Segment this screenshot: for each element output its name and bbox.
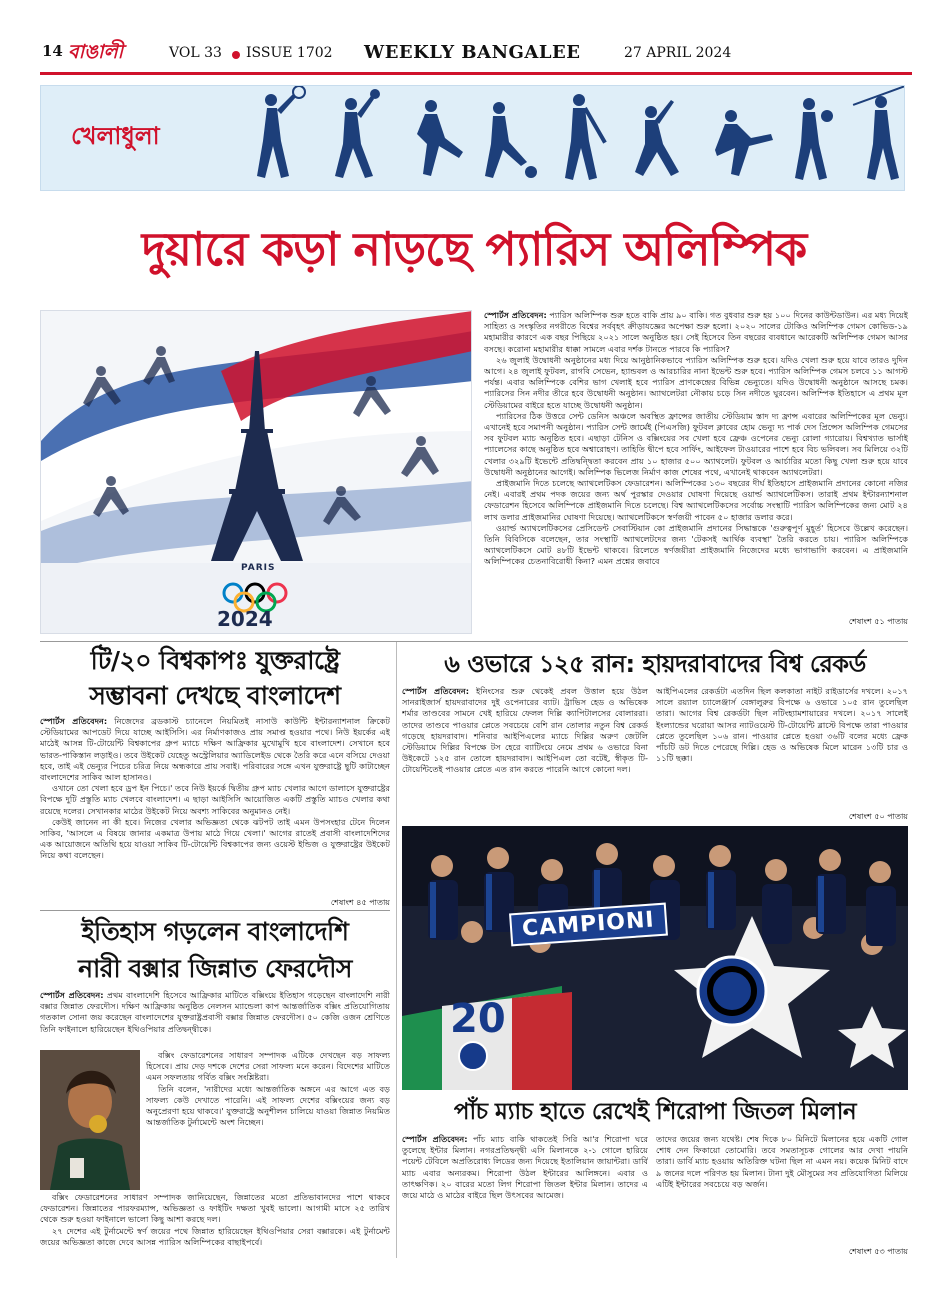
paragraph: ২৭ দেশের এই টুর্নামেন্টে স্বর্ণ জয়ের পথে জিন্নাত হারিয়েছেন ইথিওপিয়ার সেরা বক্সারকে। এই টুর্নামেন্ট জয়ের অভিজ্ঞতা কাজে দেবে আসন্ন প্যারিস অলিম্পিকের বাছাইপর্বে। xyxy=(40,1225,390,1247)
milan-article-col2 xyxy=(656,1134,908,1246)
byline: স্পোর্টস প্রতিবেদন: xyxy=(402,1134,468,1144)
hyderabad-article-col2 xyxy=(656,686,908,810)
celebration-scene xyxy=(402,826,908,1090)
byline: স্পোর্টস প্রতিবেদন: xyxy=(40,716,108,726)
basketball-player-icon xyxy=(335,89,380,178)
paragraph: পাঁচ ম্যাচ বাকি থাকতেই সিরি আ'র শিরোপা ঘরে তুলেছে ইন্টার মিলান। নগরপ্রতিদ্বন্দ্বী এসি মিলানকে ২-১ গোলে হারিয়ে পয়েন্ট টেবিলে অপ্রতিরোধ্য লিডের জন্য দিয়েছে ইতালিয়ান জায়ান্টরা। ডার্বি ম্যাচ এবার অন্যরকম। শিরোপা উঠল ইন্টারের আলিঙ্গনে। এবার ও তাৎক্ষণিক। ২০ বারের মতো লিগ শিরোপা জিতল ইন্টার মিলান। তাদের এ জয়ে মাঠে ও মাঠের বাইরে ছিল উৎসবের আমেজ। xyxy=(402,1134,648,1201)
issue-label: ISSUE 1702 xyxy=(246,45,333,61)
continued-link[interactable]: শেষাংশ ৪৫ পাতায় xyxy=(330,898,390,907)
paragraph: প্রথম বাংলাদেশি হিসেবে আফ্রিকার মাটিতে বক্সিংয়ে ইতিহাস গড়েছেন বাংলাদেশি নারী বক্সার জিন্নাত ফেরদৌস। দক্ষিণ আফ্রিকায় অনুষ্ঠিত নেলসন ম্যান্ডেলা কাপ আন্তর্জাতিক বক্সিং প্রতিযোগিতায় গতকাল সোনা জয় করেছেন বাংলাদেশের যুক্তরাষ্ট্রপ্রবাসী বক্সার জিন্নাত ফেরদৌস। ৫০ কেজি ওজন শ্রেণিতে তিনি ফাইনালে হারিয়েছেন ইথিওপিয়ার প্রতিদ্বন্দ্বীকে। xyxy=(40,990,390,1034)
article-divider xyxy=(40,910,390,911)
vertical-divider xyxy=(396,642,397,1258)
poster-year: 2024 xyxy=(217,607,273,631)
continued-link[interactable]: শেষাংশ ৫৩ পাতায় xyxy=(848,1247,908,1256)
hyderabad-article-col1 xyxy=(402,686,648,822)
volume-label: VOL 33 xyxy=(169,45,222,61)
boxer-photo xyxy=(40,1050,140,1190)
paragraph: বক্সিং ফেডারেশনের সাধারণ সম্পাদক জানিয়েছেন, জিন্নাতের মতো প্রতিভাবানদের পাশে থাকবে ফেডারেশন। জিন্নাতের পারফরম্যান্স, অভিজ্ঞতা ও ফাইটিং দক্ষতা খুবই ভালো। আগামী মাসে ২৫ তারিখ থেকে শুরু হওয়া ফাইনালে ভালো কিছু আশা করছে দল। xyxy=(40,1192,390,1225)
inter-crest-icon xyxy=(459,1042,487,1070)
page-header xyxy=(34,40,914,74)
publication-name: WEEKLY BANGALEE xyxy=(364,42,581,63)
byline: স্পোর্টস প্রতিবেদন: xyxy=(484,310,547,320)
boxer-article xyxy=(146,1050,390,1190)
paragraph: নিজেদের ব্রডকাস্ট চ্যানেলে নিয়মিতই নাসাউ কাউন্টি ইন্টারন্যাশনাল ক্রিকেট স্টেডিয়ামের আপডেট দিয়ে যাচ্ছে আইসিসি। এর নির্মাণকাজও প্রায় সমাপ্ত হওয়ার পথে। নিউ ইয়র্কের এই মাঠেই আসন্ন টি-টোয়েন্টি বিশ্বকাপের গ্রুপ ম্যাচে দক্ষিণ আফ্রিকার মুখোমুখি হবে বাংলাদেশ। সেখানে হবে ভারত-পাকিস্তান লড়াইও। তবে উইকেট যেহেতু অস্ট্রেলিয়ার অ্যাডিলেইড থেকে তৈরি করে এনে বসিয়ে দেওয়া হবে, তাই এই ভেন্যুর পিচের চরিত্র নিয়ে অন্ধকারে প্রায় সবাই। পরিবারের সঙ্গে এখন যুক্তরাষ্ট্রে ছুটি কাটাচ্ছেন বাংলাদেশের সাকিব আল হাসানও। xyxy=(40,716,390,783)
athlete-silhouettes xyxy=(231,86,905,191)
paragraph: প্রাইজমানি দিতে চলেছে অ্যাথলেটিকস ফেডারেশন। অলিম্পিকের ১৩০ বছরের দীর্ঘ ইতিহাসে প্রাইজমানি প্রদানের কোনো নজির নেই। এবারই প্রথম পদক জয়ের জন্য অর্থ পুরস্কার দেওয়ার ঘোষণা দিয়েছে ওয়ার্ল্ড অ্যাথলেটিকস। তারাই প্রথম ইন্টারন্যাশনাল ফেডারেশন হিসেবে অলিম্পিকে প্রাইজমানি দিতে চলেছে। বিশ্ব অ্যাথলেটিকসের সর্বোচ্চ সংস্থাটি প্যারিস অলিম্পিকের জন্য মোট ২৪ লাখ ডলার প্রাইজমানির ঘোষণা দিয়েছে। অ্যাথলেটিকসে স্বর্ণজয়ী পাবেন ৫০ হাজার ডলার করে। xyxy=(484,478,908,522)
issue-date: 27 APRIL 2024 xyxy=(624,45,732,61)
bullet-dot xyxy=(232,51,240,59)
t20-headline-line2: সম্ভাবনা দেখছে বাংলাদেশ xyxy=(89,681,341,710)
page-number: 14 xyxy=(42,42,63,60)
javelin-thrower-icon xyxy=(853,86,905,180)
boxer-article-continued xyxy=(40,1192,390,1258)
milan-headline: পাঁচ ম্যাচ হাতে রেখেই শিরোপা জিতল মিলান xyxy=(453,1099,857,1125)
paragraph: বক্সিং ফেডারেশনের সাধারণ সম্পাদক এটিকে দেখছেন বড় সাফল্য হিসেবে। প্রায় দেড় দশকে দেশের সেরা সাফল্য মনে করেন। বিদেশের মাটিতে এমন সফলতায় গর্বিত বক্সিং সংশ্লিষ্টরা। xyxy=(146,1050,390,1083)
boxer-headline-line1: ইতিহাস গড়লেন বাংলাদেশি xyxy=(81,917,349,946)
paragraph: তাদের জয়ের জন্য যথেষ্ট। শেষ দিকে ৮০ মিনিটে মিলানের হয়ে একটি গোল শোধ দেন ফিকায়ো তোমোরি। তবে সমতাসূচক গোলের আর দেখা পায়নি তারা। ডার্বি ম্যাচ হওয়ায় অতিরিক্ত ঘটনা ছিল না এমন নয়। কয়েক মিনিট বাদে ৯ জনের দলে পরিণত হয় মিলান। টানা দুই মৌসুমের সব প্রতিযোগিতা মিলিয়ে এটিই ইন্টারের সবচেয়ে বড় অর্জন। xyxy=(656,1134,908,1189)
sports-banner xyxy=(40,85,905,191)
column-divider xyxy=(40,641,908,642)
paragraph: ইনিংসের শুরু থেকেই প্রবল উত্তাল হয়ে উঠল সানরাইজার্স হায়দরাবাদের দুই ওপেনারের ব্যাট। ট্রাভিস হেড ও অভিষেক শর্মার তাণ্ডবের সামনে খেই হারিয়ে ফেলল দিল্লি ক্যাপিটালসের বোলাররা। তাদের তাণ্ডবে পাওয়ার প্লেতে সবচেয়ে বেশি রান তোলার নতুন বিশ্ব রেকর্ড গড়েছে হায়দরাবাদ। শনিবার আইপিএলের ম্যাচে দিল্লির অরুণ জেটলি স্টেডিয়ামে দিল্লির বিপক্ষে টস হেরে ব্যাটিংয়ে নেমে প্রথম ৬ ওভারে বিনা উইকেটে ১২৫ রান তোলে হায়দরাবাদ। আইপিএল তো বটেই, স্বীকৃত টি-টোয়েন্টিতেই পাওয়ার প্লেতে এত রান করতে পারেনি আগে কোনো দল। xyxy=(402,686,648,775)
hurdler-icon xyxy=(715,110,773,176)
header-rule xyxy=(40,72,912,75)
olympic-article xyxy=(484,310,908,614)
poster-illustration xyxy=(41,311,472,634)
t20-article xyxy=(40,716,390,896)
paragraph: প্যারিসের ঠিক উত্তরে সেন্ট ডেনিস অঞ্চলে অবস্থিত ফ্রান্সের জাতীয় স্টেডিয়াম স্তাদ দ্য ফ্রান্স এবারের অলিম্পিকের মূল ভেন্যু। এখানেই হবে সমাপনী অনুষ্ঠান। প্যারিস সেন্ট জার্মেই (পিএসজি) ফুটবল ক্লাবের হোম ভেন্যু দ্য পার্ক দেস প্রিন্সেস অলিম্পিক গেমসের সব ফুটবল ম্যাচ অনুষ্ঠিত হবে। এছাড়া টেনিস ও বক্সিংয়ের সব খেলা হবে ফ্রেঞ্চ ওপেনের ভেন্যু রোলা গ্যারোয়। বিশ্বখ্যাত ভার্সাই প্যালেসের কাছে অনুষ্ঠিত হবে অশ্বারোহণ। তাহিতি দ্বীপে হবে সার্ফিং, আইফেল টাওয়ারের পাশে হবে বিচ ভলিবল। সব মিলিয়ে ৩২টি খেলার ৩২৯টি ইভেন্টে প্রতিদ্বন্দ্বিতা করবেন প্রায় ১০ হাজার ৫০০ অ্যাথলেট। ফুটবল ও আর্চারির মতো কিছু খেলা শুরু হয়ে যাবে উদ্বোধনী অনুষ্ঠানের আগেই। অলিম্পিক ভিলেজ নির্মাণ কাজ শেষের পথে, এখানেই থাকবেন অ্যাথলেটরা। xyxy=(484,410,908,477)
inter-celebration-photo xyxy=(402,826,908,1090)
paragraph: তিনি বলেন, 'নারীদের মধ্যে আন্তর্জাতিক অঙ্গনে এর আগে এত বড় সাফল্য কেউ দেখাতে পারেনি। এই সাফল্য দেশের বক্সিংয়ের জন্য বড় অনুপ্রেরণা হয়ে থাকবে।' যুক্তরাষ্ট্রে অনুশীলন চালিয়ে যাওয়া জিন্নাত নিয়মিত আন্তর্জাতিক টুর্নামেন্টে অংশ নিচ্ছেন। xyxy=(146,1083,390,1128)
byline: স্পোর্টস প্রতিবেদন: xyxy=(40,990,104,1000)
cricket-batter-icon xyxy=(565,94,607,180)
runner-icon xyxy=(417,100,463,176)
milan-article-col1 xyxy=(402,1134,648,1258)
paragraph: ওখানে তো খেলা হবে ড্রপ ইন পিচে।' তবে নিউ ইয়র্কে দ্বিতীয় গ্রুপ ম্যাচ খেলার আগে ডালাসে যুক্তরাষ্ট্রের বিপক্ষে দুটি প্রস্তুতি ম্যাচ খেলবে বাংলাদেশ। এ ছাড়া আইসিসি আয়োজিত একটি প্রস্তুতি ম্যাচও খেলার কথা রয়েছে দলের। সেখানকার মাঠের উইকেট নিয়ে অবশ্য সাকিবের অনুমানও নেই। xyxy=(40,783,390,816)
paragraph: ওয়ার্ল্ড অ্যাথলেটিকসের প্রেসিডেন্ট সেবাস্টিয়ান কো প্রাইজমানি প্রদানের সিদ্ধান্তকে 'গুরুত্বপূর্ণ মুহূর্ত' হিসেবে উল্লেখ করেছেন। তিনি বিবিসিকে বলেছেন, তার সংস্থাটি অ্যাথলেটদের জন্য 'টেকসই আর্থিক ব্যবস্থা' তৈরি করতে চায়। প্যারিস অলিম্পিকে অ্যাথলেটিকসে মোট ৪৮টি ইভেন্ট থাকবে। রিলেতে স্বর্ণজয়ীরা প্রাইজমানি নিজেদের মধ্যে ভাগাভাগি করবেন। এ প্রাইজমানি অলিম্পিকের চেতনাবিরোধী কিনা? এমন প্রশ্নের জবাবে xyxy=(484,522,908,567)
paragraph: কেউই জানেন না কী হবে। নিজের খেলার অভিজ্ঞতা থেকে ঝটপট তাই এমন উপসংহার টেনে দিলেন সাকিব, 'আসলে এ বিষয়ে জানার একমাত্র উপায় মাঠে গিয়ে খেলা।' আগের রাতেই প্রবাসী বাংলাদেশিদের এক আয়োজনে অতিথি হয়ে যাওয়া সাকিব টি-টোয়েন্টি বিশ্বকাপের জন্য ওয়েস্ট ইন্ডিজ ও যুক্তরাষ্ট্রের উইকেট নিয়ে কথা বলেছেন। xyxy=(40,816,390,861)
boxer-icon xyxy=(795,98,833,180)
hyderabad-headline: ৬ ওভারে ১২৫ রান: হায়দরাবাদের বিশ্ব রেকর্ড xyxy=(444,650,866,678)
paragraph: আইপিএলের রেকর্ডটা এতদিন ছিল কলকাতা নাইট রাইডার্সের দখলে। ২০১৭ সালে রয়্যাল চ্যালেঞ্জার্স বেঙ্গালুরুর বিপক্ষে ৬ ওভারে ১০৫ রান তুলেছিল তারা। আগের বিশ্ব রেকর্ডটা ছিল নটিংহ্যামশায়ারের দখলে। ২০১৭ সালেই ইংল্যান্ডের ঘরোয়া আসর ন্যাটওয়েস্ট টি-টোয়েন্টি ব্লাস্টে বিপক্ষে তারা পাওয়ার প্লেতে তুলেছিল ১০৬ রান। পাওয়ার প্লেতে হওয়া ৩৬টি বলের মধ্যে ফ্রেক পাঁচটি ডট দিতে পেরেছে দিল্লি। হেড ও অভিষেক মিলে মারেন ১৩টি চার ও ১১টি ছক্কা। xyxy=(656,686,908,764)
t20-headline-line1: টি/২০ বিশ্বকাপঃ যুক্তরাষ্ট্রে xyxy=(90,646,340,675)
poster-city: PARIS xyxy=(241,563,276,573)
paragraph: ২৬ জুলাই উদ্বোধনী অনুষ্ঠানের মধ্য দিয়ে আনুষ্ঠানিকভাবে প্যারিস অলিম্পিক শুরু হবে। যদিও খেলা শুরু হয়ে যাবে তারও দুদিন আগে। ২৪ জুলাই ফুটবল, রাগবি সেভেন, হ্যান্ডবল ও আরচারির নানা ইভেন্ট শুরু হবে। প্যারিস অলিম্পিক গেমস চলবে ১১ আগস্ট পর্যন্ত। এবার অলিম্পিকে বেশির ভাগ খেলাই হবে প্যারিস প্রাণকেন্দ্রের বিভিন্ন ভেন্যুতে। যদিও উদ্বোধনী অনুষ্ঠানে আসছে চমক। প্যারিসের সিন নদীর তীরে হবে উদ্বোধনী অনুষ্ঠান। অ্যাথলেটরা নৌকায় চড়ে সিন নদীতে ঘুরবেন। অলিম্পিক ইতিহাসে এ প্রথম মূল স্টেডিয়ামের বাইরে হতে যাচ্ছে উদ্বোধনী অনুষ্ঠান। xyxy=(484,354,908,410)
boxer-portrait xyxy=(40,1050,140,1190)
continued-link[interactable]: শেষাংশ ৫১ পাতায় xyxy=(848,617,908,626)
tennis-player-icon xyxy=(257,86,305,178)
olympic-poster xyxy=(40,310,472,634)
shirt-number: 20 xyxy=(450,996,506,1042)
byline: স্পোর্টস প্রতিবেদন: xyxy=(402,686,470,696)
volleyball-player-icon xyxy=(635,100,679,176)
main-headline: দুয়ারে কড়া নাড়ছে প্যারিস অলিম্পিক xyxy=(141,222,807,276)
newspaper-logo: বাঙালী xyxy=(68,41,124,63)
boxer-intro xyxy=(40,990,390,1046)
boxer-headline-line2: নারী বক্সার জিন্নাত ফেরদৌস xyxy=(78,954,352,983)
paragraph: প্যারিস অলিম্পিক শুরু হতে বাকি প্রায় ৯০ বাকি। গত বুধবার শুরু হয় ১০০ দিনের কাউন্টডাউন। এর মধ্য দিয়েই সাহিত্য ও সংস্কৃতির নগরীতে বিশ্বের সর্ববৃহৎ ক্রীড়াযজ্ঞের অপেক্ষা শুরু হলো। ২০২০ সালের টোকিও অলিম্পিক গেমস কোভিড-১৯ মহামারীর কারণে এক বছর পিছিয়ে ২০২১ সালে অনুষ্ঠিত হয়। সেই হিসেবে তিন বছরের ব্যবধানে আরেকটি অলিম্পিক গেমস আসর বসছে। করোনা মহামারীর ধাক্কা সামলে এবার দর্শক টানতে পারবে কি প্যারিস? xyxy=(484,310,908,354)
section-title: খেলাধুলা xyxy=(71,122,160,150)
campioni-text: CAMPIONI xyxy=(521,907,656,942)
football-player-icon xyxy=(485,102,537,178)
inter-crest-icon xyxy=(698,957,766,1025)
continued-link[interactable]: শেষাংশ ৫০ পাতায় xyxy=(848,812,908,821)
